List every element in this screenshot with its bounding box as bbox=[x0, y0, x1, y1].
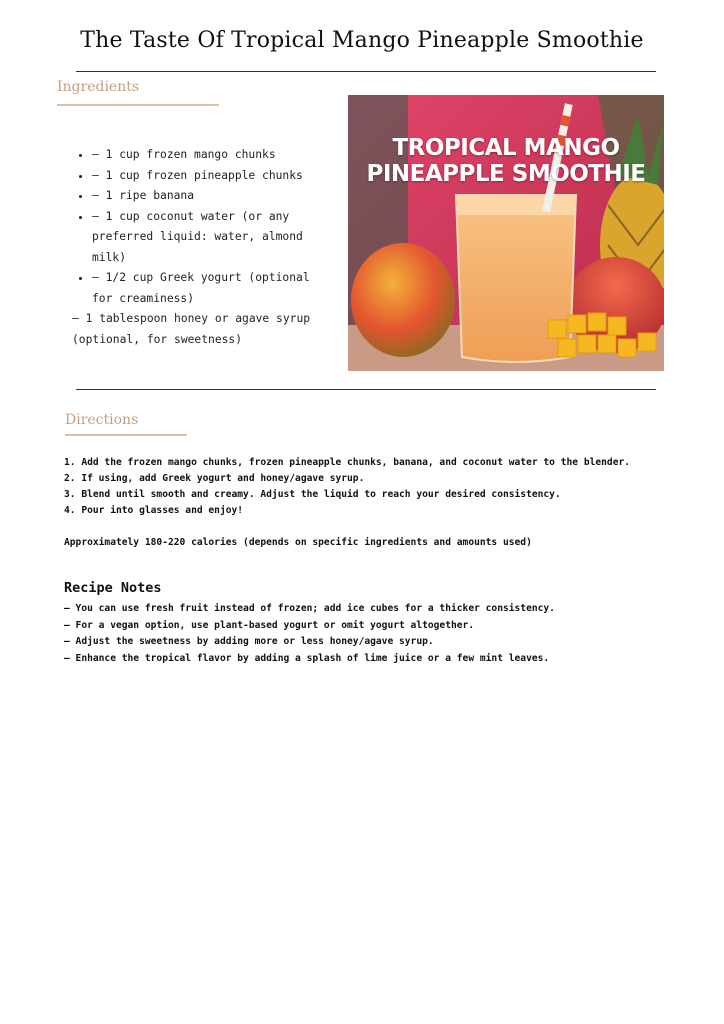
ingredient-item: • – 1/2 cup Greek yogurt (optional for creaminess) bbox=[92, 268, 322, 309]
directions-heading-underline bbox=[65, 434, 187, 436]
directions-heading: Directions bbox=[65, 412, 139, 428]
calories-note: Approximately 180-220 calories (depends on specific ingredients and amounts used) bbox=[64, 537, 532, 548]
ingredients-heading: Ingredients bbox=[57, 79, 140, 95]
recipe-notes-list bbox=[64, 601, 684, 667]
recipe-note: – For a vegan option, use plant-based yogurt or omit yogurt altogether. bbox=[64, 619, 475, 631]
recipe-note: – Enhance the tropical flavor by adding a splash of lime juice or a few mint leaves. bbox=[64, 652, 550, 664]
directions-list bbox=[64, 455, 684, 551]
ingredients-heading-underline bbox=[57, 104, 219, 106]
page-title: The Taste Of Tropical Mango Pineapple Smoothie bbox=[80, 28, 644, 53]
direction-step: 1. Add the frozen mango chunks, frozen pineapple chunks, banana, and coconut water to the blender. bbox=[64, 457, 631, 468]
section-divider bbox=[76, 389, 656, 390]
ingredient-item: • – 1 ripe banana bbox=[92, 186, 322, 207]
smoothie-photo bbox=[348, 95, 664, 371]
photo-caption-line1: TROPICAL MANGO bbox=[392, 135, 620, 161]
direction-step: 4. Pour into glasses and enjoy! bbox=[64, 505, 244, 516]
recipe-note: – You can use fresh fruit instead of frozen; add ice cubes for a thicker consistency. bbox=[64, 603, 555, 614]
ingredients-list bbox=[72, 145, 322, 350]
direction-step: 2. If using, add Greek yogurt and honey/agave syrup. bbox=[64, 473, 365, 484]
recipe-note: – Adjust the sweetness by adding more or less honey/agave syrup. bbox=[64, 636, 434, 647]
title-divider bbox=[76, 71, 656, 72]
recipe-notes-heading: Recipe Notes bbox=[64, 580, 162, 596]
ingredient-item: • – 1 cup frozen mango chunks bbox=[92, 145, 322, 166]
ingredient-item: • – 1 cup coconut water (or any preferred liquid: water, almond milk) bbox=[92, 207, 322, 269]
direction-step: 3. Blend until smooth and creamy. Adjust the liquid to reach your desired consistency. bbox=[64, 489, 561, 500]
photo-caption-line2: PINEAPPLE SMOOTHIE bbox=[366, 161, 646, 187]
ingredient-item: • – 1 cup frozen pineapple chunks bbox=[92, 166, 322, 187]
ingredient-extra: – 1 tablespoon honey or agave syrup (optional, for sweetness) bbox=[72, 312, 311, 346]
